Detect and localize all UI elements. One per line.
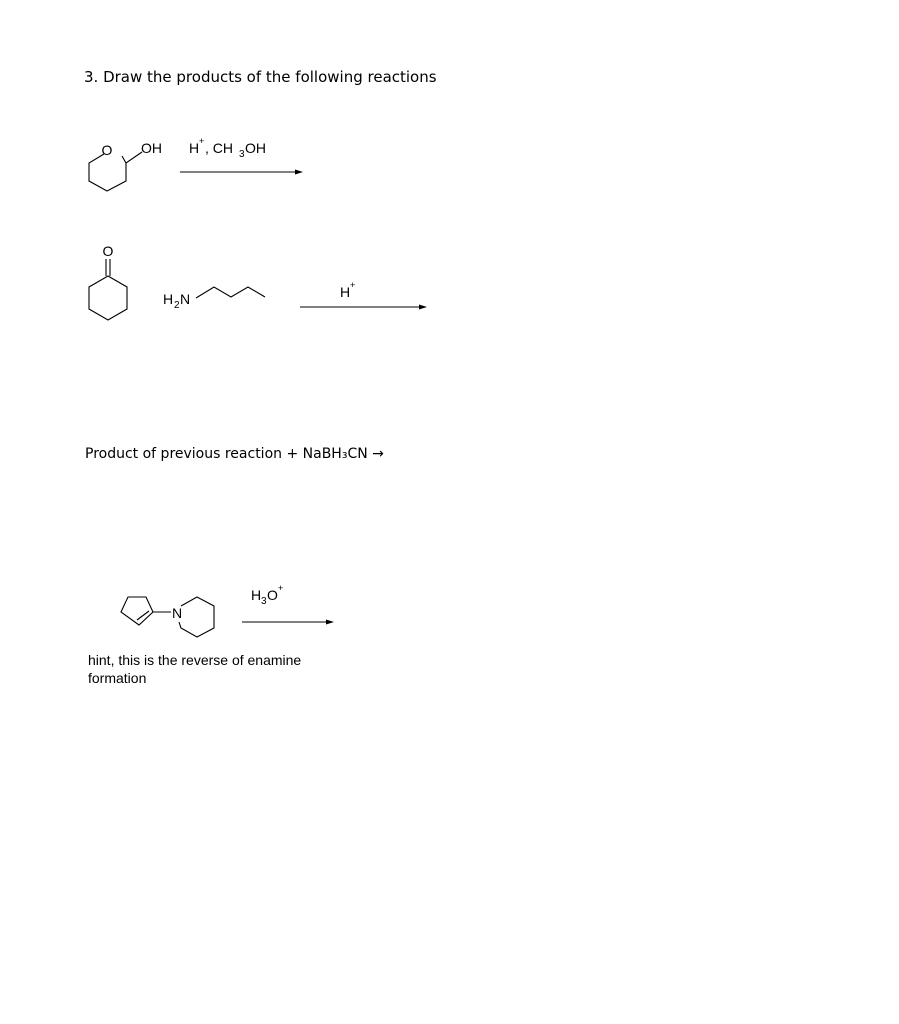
piperidine-ring <box>179 597 214 637</box>
reaction4-structure <box>121 597 214 637</box>
reaction2-reagents <box>340 280 355 300</box>
hydroxyl-label: OH <box>141 140 162 156</box>
reaction4-reagents <box>251 583 283 607</box>
hint-text: hint, this is the reverse of enamine formation <box>88 652 302 686</box>
amine-sub: 2 <box>174 300 180 311</box>
butyl-chain <box>196 287 265 298</box>
amine-n: N <box>180 291 191 307</box>
thp-ring <box>89 154 126 191</box>
reagent1-plus: + <box>199 136 205 146</box>
question-heading: 3. Draw the products of the following reactions <box>84 68 437 86</box>
cyclopentene-double-bond <box>137 611 149 620</box>
reagent1-h: H <box>189 140 200 156</box>
reagent4-plus: + <box>278 583 284 593</box>
reagent4-sub: 3 <box>261 596 267 607</box>
ring-oxygen-label: O <box>101 142 113 158</box>
nitrogen-label: N <box>171 605 183 621</box>
carbonyl-oxygen-label: O <box>102 243 114 259</box>
cyclohexane-ring <box>89 276 127 320</box>
amine-h: H <box>163 291 174 307</box>
reagent4-o: O <box>267 587 278 603</box>
reaction1-arrow <box>180 170 303 175</box>
reagent1-rest: , CH <box>205 140 233 156</box>
thp-side-bond <box>126 152 142 163</box>
reaction2-arrow <box>300 305 427 310</box>
reagent1-end: OH <box>245 140 266 156</box>
reaction3-text: Product of previous reaction + NaBH₃CN → <box>85 446 384 462</box>
reaction4-arrow <box>242 620 334 625</box>
reagent2-h: H <box>340 284 351 300</box>
reagent2-plus: + <box>350 280 356 290</box>
reaction1-structure <box>89 140 162 191</box>
reagent1-sub: 3 <box>239 149 245 160</box>
reaction2-structure <box>89 243 265 320</box>
reaction1-reagents <box>189 136 266 160</box>
reagent4-h: H <box>251 587 262 603</box>
